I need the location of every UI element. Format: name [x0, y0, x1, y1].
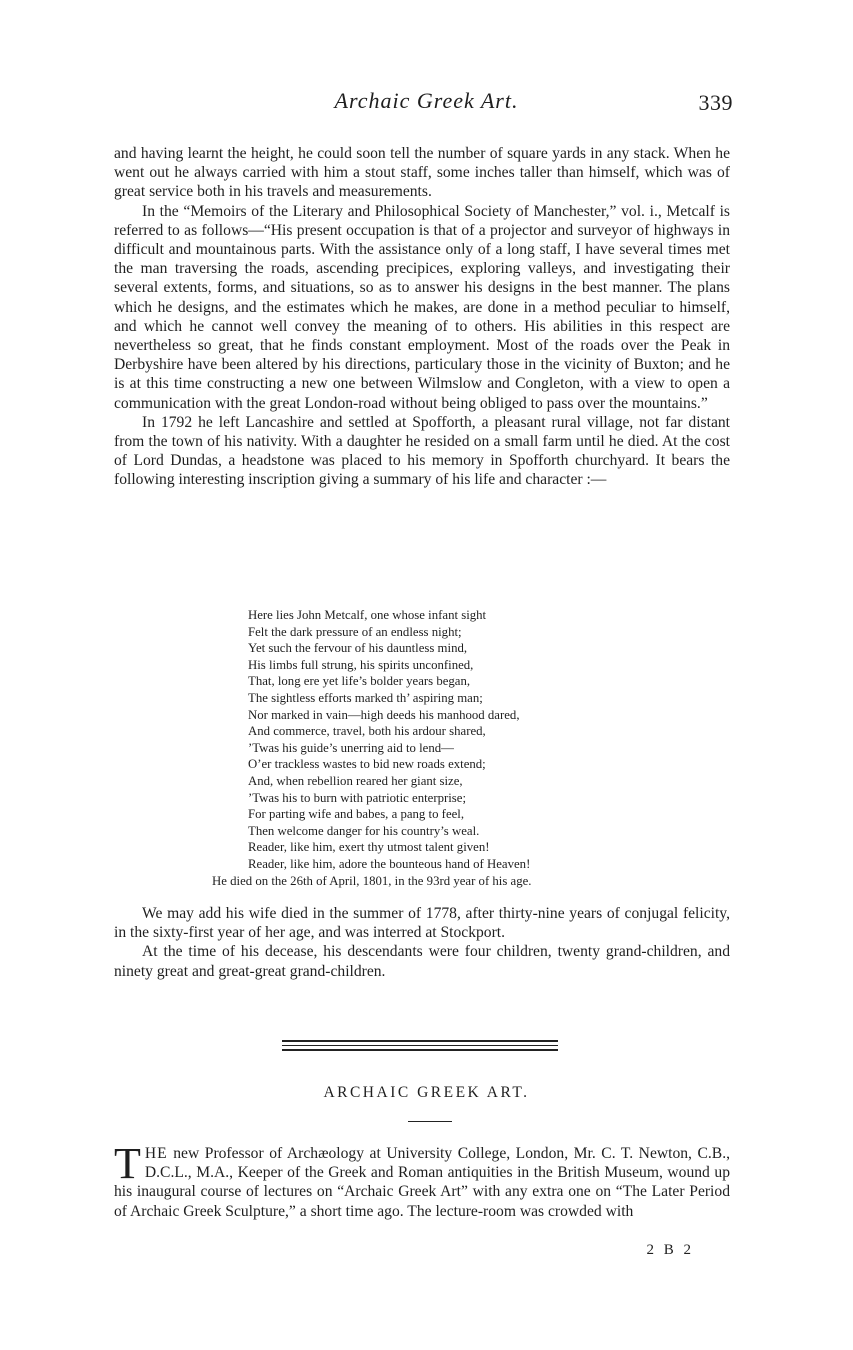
poem-line: ’Twas his to burn with patriotic enterprise; [248, 790, 467, 805]
poem-death-line: He died on the 26th of April, 1801, in the 93rd year of his age. [212, 873, 532, 888]
poem-line: O’er trackless wastes to bid new roads extend; [248, 757, 486, 772]
closing-paragraph-1: We may add his wife died in the summer of 1778, after thirty-nine years of conjugal felicity, in the sixty-first year of her age, and was interred at Stockport. [114, 905, 730, 942]
article-title: ARCHAIC GREEK ART. [323, 1084, 530, 1101]
poem-line: Then welcome danger for his country’s weal. [248, 823, 480, 838]
poem-line: Reader, like him, exert thy utmost talent given! [248, 840, 490, 855]
poem-line: And, when rebellion reared her giant size, [248, 773, 463, 788]
poem-line: The sightless efforts marked th’ aspiring man; [248, 690, 483, 705]
running-title: Archaic Greek Art. [334, 88, 519, 113]
divider-rule [282, 1049, 558, 1051]
title-underline [408, 1121, 452, 1122]
poem-line: That, long ere yet life’s bolder years began, [248, 674, 471, 689]
printer-signature: 2 B 2 [646, 1242, 694, 1258]
body-paragraph-3: In 1792 he left Lancashire and settled at Spofforth, a pleasant rural village, not far distant from the town of his nativity. With a daughter he resided on a small farm until he died. At the cost of Lord Dundas, a headstone was placed to his memory in Spofforth churchyard. It bears the following interesting inscription giving a summary of his life and character :— [114, 413, 730, 489]
poem-line: For parting wife and babes, a pang to feel, [248, 807, 465, 822]
poem-line: Reader, like him, adore the bounteous hand of Heaven! [248, 856, 531, 871]
poem-line: And commerce, travel, both his ardour shared, [248, 724, 486, 739]
poem-line: ’Twas his guide’s unerring aid to lend— [248, 740, 454, 755]
body-text [114, 144, 730, 490]
epitaph-poem [212, 607, 672, 889]
body-paragraph-2: In the “Memoirs of the Literary and Philosophical Society of Manchester,” vol. i., Metcalf is referred to as follows—“His present occupation is that of a projector and surveyor of highways in difficult and mountainous parts. With the assistance only of a long staff, I have several times met the man traversing the roads, ascending precipices, exploring valleys, and investigating their several extents, forms, and situations, so as to answer his designs in the best manner. The plans which he designs, and the estimates which he makes, are done in a method peculiar to himself, and which he cannot well convey the meaning of to others. His abilities in this respect are nevertheless so great, that he finds constant employment. Most of the roads over the Peak in Derbyshire have been altered by his directions, particulary those in the vicinity of Buxton; and he is at this time constructing a new one between Wilmslow and Congleton, with a view to open a communication with the great London-road without being obliged to pass over the mountains.” [114, 202, 730, 412]
poem-line: Here lies John Metcalf, one whose infant sight [248, 608, 487, 622]
drop-cap: T [114, 1139, 141, 1188]
section-divider [282, 1040, 558, 1051]
divider-rule [282, 1040, 558, 1042]
article-paragraph [114, 1139, 730, 1221]
page-number: 339 [698, 90, 733, 115]
closing-text [114, 904, 730, 981]
poem-line: Yet such the fervour of his dauntless mind, [248, 641, 468, 656]
running-header [0, 88, 853, 118]
poem-line: Nor marked in vain—high deeds his manhood dared, [248, 707, 520, 722]
article-text [114, 1139, 730, 1221]
closing-paragraph-2: At the time of his decease, his descendants were four children, twenty grand-children, and ninety great and great-great grand-children. [114, 943, 730, 980]
article-body: new Professor of Archæology at University College, London, Mr. C. T. Newton, C.B., D.C.L., M.A., Keeper of the Greek and Roman antiquities in the British Museum, wound up his inaugural course of lectures on “Archaic Greek Art” with any extra one on “The Later Period of Archaic Greek Sculpture,” a short time ago. The lecture-room was crowded with [114, 1145, 730, 1220]
lead-word: HE [144, 1145, 168, 1162]
poem-line: Felt the dark pressure of an endless night; [248, 624, 462, 639]
poem-line: His limbs full strung, his spirits unconfined, [248, 657, 474, 672]
divider-rule [282, 1045, 558, 1046]
body-paragraph-1: and having learnt the height, he could soon tell the number of square yards in any stack. When he went out he always carried with him a stout staff, some inches taller than himself, which was of great service both in his travels and measurements. [114, 145, 730, 201]
